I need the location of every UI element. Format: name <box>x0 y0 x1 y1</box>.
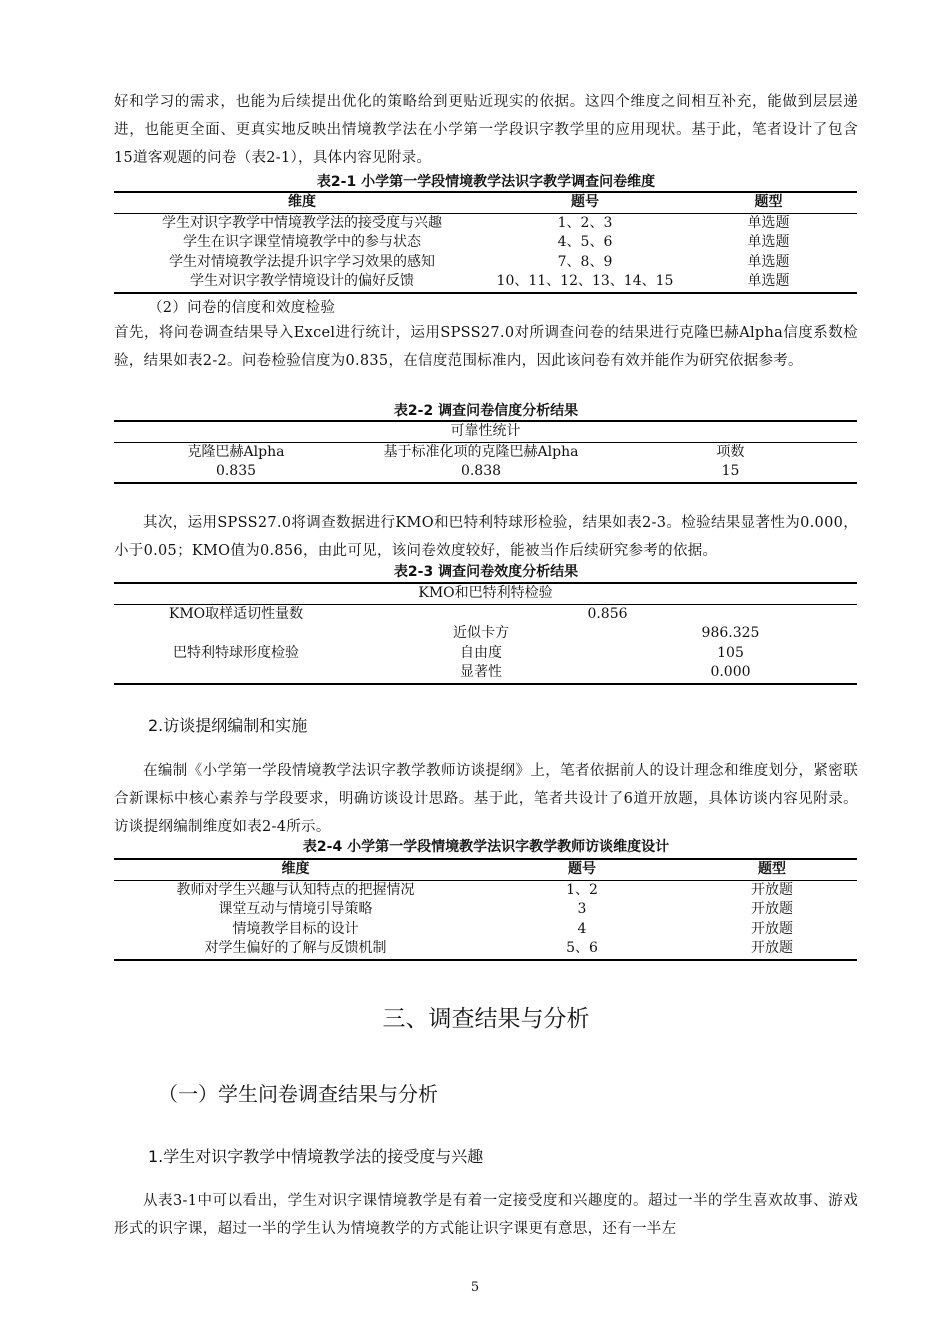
cell-item-number: 4 <box>577 920 587 937</box>
cell-statistic-value: 986.325 <box>701 625 760 641</box>
cell-statistic-value: 105 <box>717 644 744 661</box>
header-item-number: 题号 <box>568 861 596 877</box>
cell-item-number: 5、6 <box>566 940 598 956</box>
cell-statistic-value: 0.000 <box>710 664 751 680</box>
table-2-1-caption: 表2-1 小学第一学段情境教学法识字教学调查问卷维度 <box>316 174 656 190</box>
table-row <box>114 272 857 293</box>
table-2-2 <box>114 420 857 484</box>
table-header-row <box>114 442 857 462</box>
subheading-reliability-validity: （2）问卷的信度和效度检验 <box>148 300 336 316</box>
cell-question-type: 开放题 <box>751 940 793 956</box>
cell-statistic-name: 自由度 <box>460 644 502 661</box>
cell-question-type: 开放题 <box>751 901 793 917</box>
cell-item-number: 1、2、3 <box>557 214 613 231</box>
table-row <box>114 213 857 233</box>
cell-question-type: 单选题 <box>747 214 790 231</box>
cell-question-type: 开放题 <box>751 920 793 937</box>
header-cronbach-alpha: 克隆巴赫Alpha <box>187 443 285 460</box>
table-header-row <box>114 859 857 880</box>
cell-question-type: 单选题 <box>747 273 790 289</box>
paragraph-reliability: 首先，将问卷调查结果导入Excel进行统计，运用SPSS27.0对所调查问卷的结果进行克隆巴赫Alpha信度系数检验，结果如表2-2。问卷检验信度为0.835，在信度范围标准内，因此该问卷有效并能作为研究依据参考。 <box>114 325 858 369</box>
header-standardized-alpha: 基于标准化项的克隆巴赫Alpha <box>383 443 579 460</box>
table-2-2-caption: 表2-2 调查问卷信度分析结果 <box>393 403 579 419</box>
table-title-row <box>114 583 857 604</box>
table-2-4-caption: 表2-4 小学第一学段情境教学法识字教学教师访谈维度设计 <box>302 839 670 855</box>
table-row <box>114 900 857 920</box>
cell-item-number: 4、5、6 <box>557 234 613 250</box>
heading-item-1: 1.学生对识字教学中情境教学法的接受度与兴趣 <box>148 1147 484 1166</box>
heading-interview-outline: 2.访谈提纲编制和实施 <box>148 716 308 735</box>
table-2-1 <box>114 191 857 294</box>
cell-cronbach-alpha: 0.835 <box>215 463 257 479</box>
paragraph-interview: 在编制《小学第一学段情境教学法识字教学教师访谈提纲》上，笔者依据前人的设计理念和维度划分，紧密联合新课标中核心素养与学段要求，明确访谈设计思路。基于此，笔者共设计了6道开放题，具体访谈内容见附录。访谈提纲编制维度如表2-4所示。 <box>114 763 858 835</box>
header-item-count: 项数 <box>716 443 745 460</box>
heading-subsection-1: （一）学生问卷调查结果与分析 <box>158 1082 438 1106</box>
table-row <box>114 920 857 940</box>
table-row <box>114 624 857 644</box>
cell-item-number: 1、2 <box>566 881 598 898</box>
cell-dimension: 情境教学目标的设计 <box>232 920 359 937</box>
cell-dimension: 学生对识字教学情境设计的偏好反馈 <box>190 273 414 289</box>
header-question-type: 题型 <box>758 861 786 877</box>
table-row <box>114 233 857 253</box>
header-item-number: 题号 <box>571 194 599 210</box>
table-header-row <box>114 192 857 213</box>
cell-dimension: 学生在识字课堂情境教学中的参与状态 <box>183 234 421 250</box>
paragraph-intro: 好和学习的需求，也能为后续提出优化的策略给到更贴近现实的依据。这四个维度之间相互补充，能做到层层递进，也能更全面、更真实地反映出情境教学法在小学第一学段识字教学里的应用现状。基于此，笔者设计了包含15道客观题的问卷（表2-1），具体内容见附录。 <box>114 94 858 166</box>
cell-item-count: 15 <box>721 463 740 479</box>
cell-question-type: 开放题 <box>751 881 793 898</box>
cell-item-number: 3 <box>577 901 587 917</box>
table-row <box>114 939 857 960</box>
cell-item-number: 7、8、9 <box>557 253 613 270</box>
cell-dimension: 学生对情境教学法提升识字学习效果的感知 <box>169 253 435 270</box>
table-title-row <box>114 421 857 442</box>
heading-section-3: 三、调查结果与分析 <box>382 1006 590 1032</box>
page-number: 5 <box>470 1280 480 1295</box>
table-row <box>114 604 857 624</box>
cell-standardized-alpha: 0.838 <box>460 463 502 479</box>
kmo-value: 0.856 <box>587 605 628 622</box>
table-row <box>114 253 857 273</box>
cell-statistic-name: 显著性 <box>460 664 502 680</box>
paragraph-results: 从表3-1中可以看出，学生对识字课情境教学是有着一定接受度和兴趣度的。超过一半的学生喜欢故事、游戏形式的识字课，超过一半的学生认为情境教学的方式能让识字课更有意思，还有一半左 <box>114 1193 858 1237</box>
header-dimension: 维度 <box>281 861 310 877</box>
table-row <box>114 462 857 483</box>
header-dimension: 维度 <box>288 194 316 210</box>
cell-dimension: 学生对识字教学中情境教学法的接受度与兴趣 <box>162 214 442 231</box>
paragraph-validity: 其次，运用SPSS27.0将调查数据进行KMO和巴特利特球形检验，结果如表2-3。检验结果显著性为0.000，小于0.05；KMO值为0.856，由此可见，该问卷效度较好，能被当作后续研究参考的依据。 <box>114 515 858 559</box>
kmo-bartlett-title: KMO和巴特利特检验 <box>418 585 553 601</box>
cell-dimension: 对学生偏好的了解与反馈机制 <box>204 940 387 956</box>
header-question-type: 题型 <box>754 194 783 210</box>
reliability-statistics-title: 可靠性统计 <box>450 423 521 439</box>
cell-question-type: 单选题 <box>747 253 790 270</box>
bartlett-label: 巴特利特球形度检验 <box>173 644 299 661</box>
kmo-label: KMO取样适切性量数 <box>168 605 304 622</box>
cell-dimension: 教师对学生兴趣与认知特点的把握情况 <box>176 881 415 898</box>
cell-item-number: 10、11、12、13、14、15 <box>496 273 674 289</box>
table-2-3-caption: 表2-3 调查问卷效度分析结果 <box>393 564 579 580</box>
table-2-3 <box>114 582 857 685</box>
cell-question-type: 单选题 <box>747 234 790 250</box>
cell-statistic-name: 近似卡方 <box>453 625 509 641</box>
table-row <box>114 880 857 900</box>
cell-dimension: 课堂互动与情境引导策略 <box>218 901 373 917</box>
table-2-4 <box>114 858 857 961</box>
